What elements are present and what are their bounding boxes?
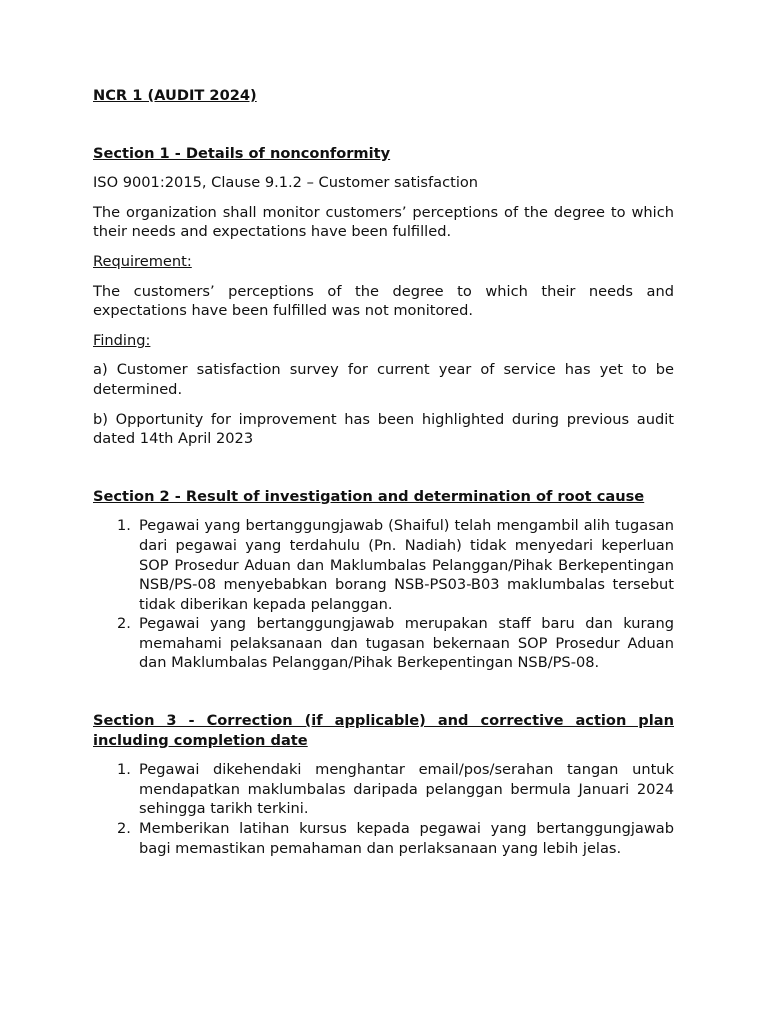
- finding-label: Finding:: [93, 331, 151, 349]
- list-item: [93, 516, 674, 614]
- section1-clause-text: The organization shall monitor customers’ perceptions of the degree to which their needs and expectations have been fulfilled.: [93, 203, 674, 241]
- list-item-text: Pegawai yang bertanggungjawab merupakan staff baru dan kurang memahami pelaksanaan dan tugasan bekernaan SOP Prosedur Aduan dan Maklumbalas Pelanggan/Pihak Berkepentingan NSB/PS-08.: [139, 615, 674, 672]
- list-item-text: Pegawai yang bertanggungjawab (Shaiful) telah mengambil alih tugasan dari pegawai yang terdahulu (Pn. Nadiah) tidak menyedari keperluan SOP Prosedur Aduan dan Maklumbalas Pelanggan/Pihak Berkepentingan NSB/PS-08 menyebabkan borang NSB-PS03-B03 maklumbalas tersebut tidak diberikan kepada pelanggan.: [139, 517, 674, 613]
- list-item-number: 1.: [117, 761, 131, 779]
- document-page: [93, 86, 674, 858]
- list-item-number: 2.: [117, 820, 131, 838]
- section1-heading: Section 1 - Details of nonconformity: [93, 144, 391, 162]
- list-item-text: Pegawai dikehendaki menghantar email/pos/serahan tangan untuk mendapatkan maklumbalas daripada pelanggan bermula Januari 2024 sehingga tarikh terkini.: [139, 761, 674, 818]
- section3-heading: Section 3 - Correction (if applicable) and corrective action plan including completion date: [93, 712, 674, 749]
- list-item: [93, 614, 674, 673]
- list-item-text: Memberikan latihan kursus kepada pegawai yang bertanggungjawab bagi memastikan pemahaman dan perlaksanaan yang lebih jelas.: [139, 820, 674, 857]
- section1-clause: ISO 9001:2015, Clause 9.1.2 – Customer satisfaction: [93, 174, 479, 192]
- spacer: [93, 673, 674, 711]
- finding-b: b) Opportunity for improvement has been highlighted during previous audit dated 14th April 2023: [93, 410, 674, 448]
- spacer: [93, 449, 674, 487]
- list-item-number: 2.: [117, 615, 131, 633]
- section2-heading: Section 2 - Result of investigation and determination of root cause: [93, 487, 645, 505]
- section2-list: [93, 516, 674, 673]
- requirement-text: The customers’ perceptions of the degree to which their needs and expectations have been fulfilled was not monitored.: [93, 282, 674, 320]
- section3-list: [93, 760, 674, 858]
- requirement-label: Requirement:: [93, 252, 192, 270]
- list-item-number: 1.: [117, 517, 131, 535]
- document-title: NCR 1 (AUDIT 2024): [93, 87, 257, 104]
- list-item: [93, 760, 674, 819]
- list-item: [93, 819, 674, 858]
- finding-a: a) Customer satisfaction survey for current year of service has yet to be determined.: [93, 361, 674, 398]
